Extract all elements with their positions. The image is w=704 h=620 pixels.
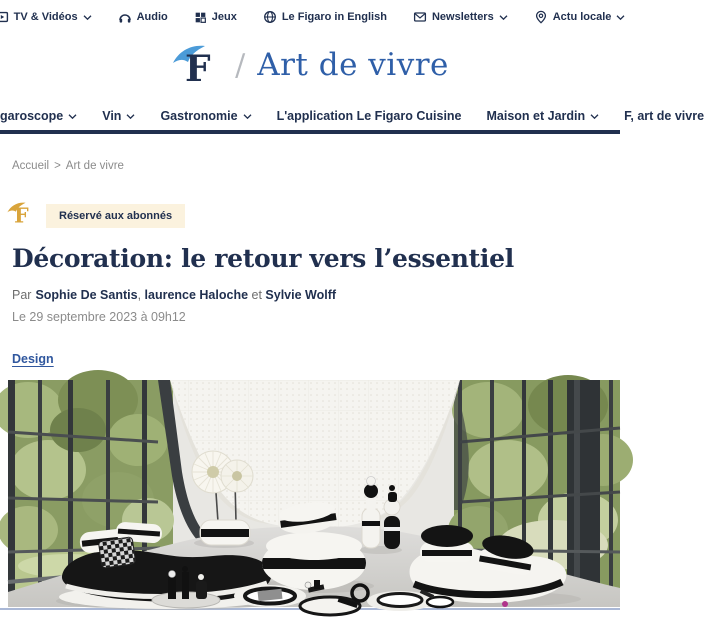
topbar-item-figaro-in-english[interactable] [263, 10, 387, 24]
byline-separator: , [137, 288, 145, 302]
topbar-item-label: Le Figaro in English [281, 11, 387, 23]
nav-item-label: Vin [102, 109, 122, 123]
topbar-item-audio[interactable] [118, 10, 168, 24]
topbar-item-newsletters[interactable] [413, 10, 508, 24]
nav-item-label: Gastronomie [160, 109, 238, 123]
nav-item-application-figaro-cuisine[interactable] [277, 109, 462, 123]
nav-item-f-art-de-vivre[interactable] [624, 109, 704, 123]
breadcrumb [12, 160, 620, 172]
byline-prefix: Par [12, 288, 32, 302]
topbar-item-jeux[interactable] [194, 11, 237, 24]
chevron-down-icon [590, 113, 599, 120]
breadcrumb-separator: > [54, 160, 61, 172]
nav-item-figaroscope[interactable] [0, 109, 77, 123]
hero-image [8, 380, 620, 607]
chevron-down-icon [126, 113, 135, 120]
headphones-icon [118, 10, 132, 24]
figaro-logo[interactable] [171, 43, 223, 90]
tv-play-icon [0, 10, 9, 24]
nav-item-label: garoscope [0, 109, 64, 123]
topic-tag-link[interactable]: Design [12, 352, 54, 366]
topbar-item-label: TV & Vidéos [13, 11, 78, 23]
chevron-down-icon [499, 14, 508, 21]
svg-text:F: F [185, 48, 211, 90]
topbar-item-label: Jeux [211, 11, 237, 23]
masthead-separator: / [235, 47, 246, 83]
byline [12, 288, 620, 302]
topbar-item-label: Actu locale [552, 11, 612, 23]
topbar-item-label: Audio [136, 11, 168, 23]
premium-badge: Réservé aux abonnés [46, 204, 185, 228]
svg-text:F: F [14, 203, 29, 228]
topbar-item-tv-videos[interactable] [0, 10, 92, 24]
author-link[interactable]: Sophie De Santis [35, 288, 138, 302]
publish-date: Le 29 septembre 2023 à 09h12 [12, 310, 186, 324]
chevron-down-icon [243, 113, 252, 120]
byline-separator: et [248, 288, 266, 302]
masthead [0, 38, 620, 92]
author-link[interactable]: laurence Haloche [144, 288, 249, 302]
envelope-icon [413, 10, 427, 24]
main-nav [0, 102, 704, 134]
figaro-premium-icon [6, 201, 36, 231]
breadcrumb-current[interactable]: Art de vivre [65, 160, 124, 172]
breadcrumb-home[interactable]: Accueil [12, 160, 50, 172]
nav-item-maison-et-jardin[interactable] [487, 109, 600, 123]
games-grid-icon [194, 11, 207, 24]
premium-row [6, 201, 620, 231]
section-title[interactable]: Art de vivre [257, 47, 449, 83]
nav-item-label: F, art de vivre [624, 109, 704, 123]
location-pin-icon [534, 10, 548, 24]
nav-item-gastronomie[interactable] [160, 109, 251, 123]
article-title: Décoration: le retour vers l’essentiel [12, 244, 514, 273]
chevron-down-icon [616, 14, 625, 21]
topbar-item-actu-locale[interactable] [534, 10, 626, 24]
nav-item-vin[interactable] [102, 109, 135, 123]
topbar-item-label: Newsletters [431, 11, 494, 23]
nav-item-label: L'application Le Figaro Cuisine [276, 109, 462, 123]
topbar [0, 0, 620, 31]
author-link[interactable]: Sylvie Wolff [265, 288, 337, 302]
nav-item-label: Maison et Jardin [486, 109, 586, 123]
chevron-down-icon [68, 113, 77, 120]
chevron-down-icon [83, 14, 92, 21]
globe-icon [263, 10, 277, 24]
